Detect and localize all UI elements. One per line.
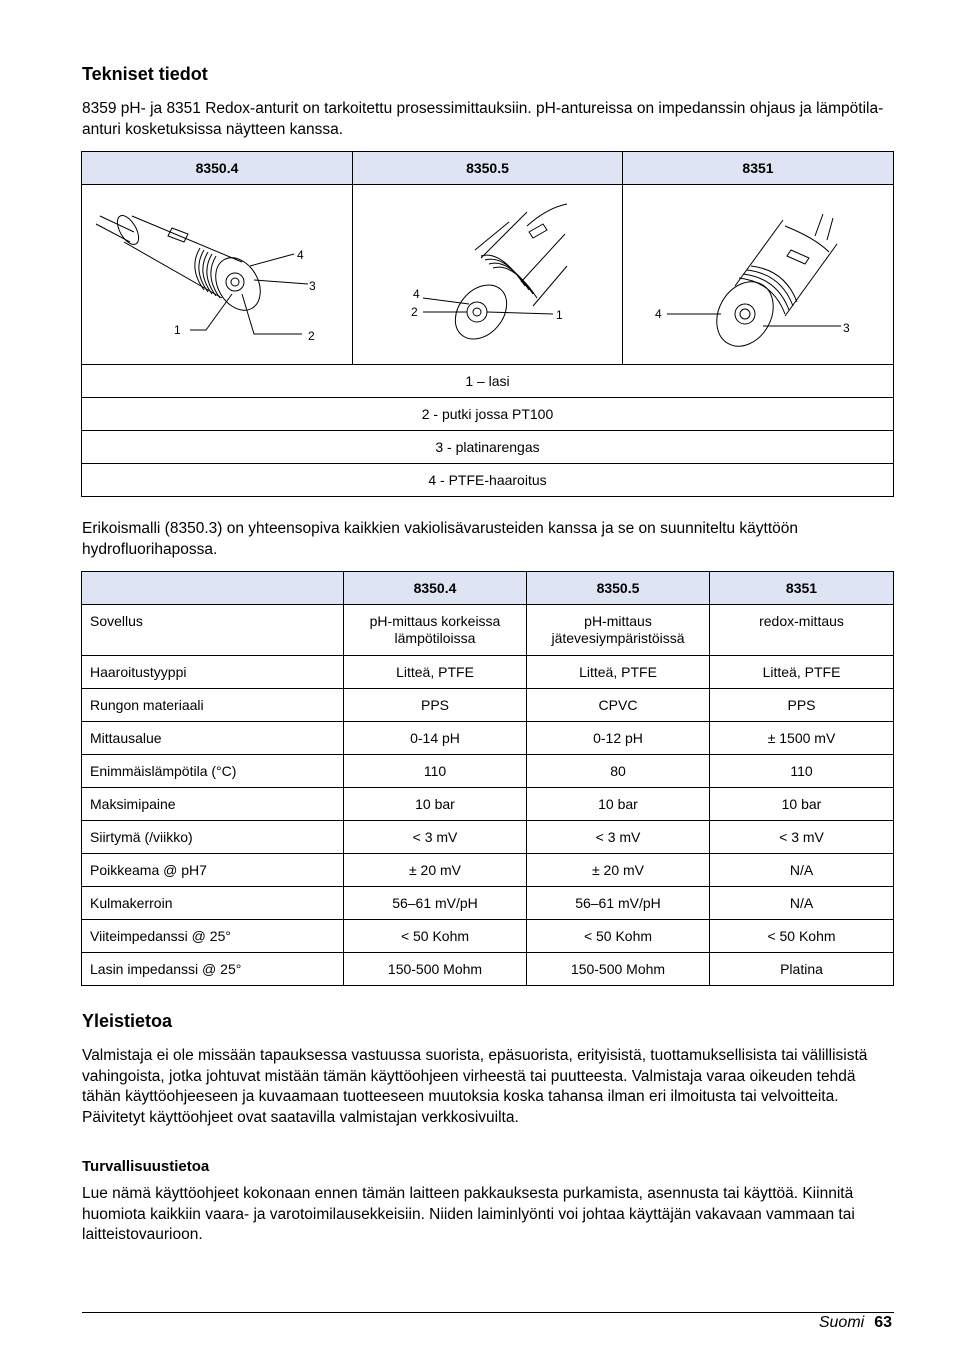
- diagram-header-row: [82, 152, 894, 185]
- spec-cell: Litteä, PTFE: [527, 656, 710, 689]
- spec-header-empty: [82, 572, 344, 605]
- spec-cell: 110: [710, 755, 894, 788]
- special-model-paragraph: Erikoismalli (8350.3) on yhteensopiva kaikkien vakiolisävarusteiden kanssa ja se on suunniteltu käyttöön hydrofluorihapossa.: [82, 520, 798, 558]
- page-footer: [819, 1314, 892, 1332]
- spec-table: [81, 571, 894, 986]
- spec-cell: 150-500 Mohm: [344, 953, 527, 986]
- spec-cell: 0-12 pH: [527, 722, 710, 755]
- spec-cell: N/A: [710, 887, 894, 920]
- spec-row-label: Rungon materiaali: [82, 689, 344, 722]
- spec-cell: 10 bar: [344, 788, 527, 821]
- callout-1: 1: [556, 307, 563, 322]
- callout-3: 3: [309, 278, 316, 293]
- spec-cell: PPS: [344, 689, 527, 722]
- diagram-header-8350-4: 8350.4: [82, 152, 353, 185]
- spec-row-label: Kulmakerroin: [82, 887, 344, 920]
- spec-row: [82, 755, 894, 788]
- legend-row: [82, 464, 894, 497]
- spec-row-label: Enimmäislämpötila (°C): [82, 755, 344, 788]
- spec-row: [82, 920, 894, 953]
- diagram-image-row: [82, 185, 894, 365]
- spec-cell: 0-14 pH: [344, 722, 527, 755]
- spec-cell: CPVC: [527, 689, 710, 722]
- spec-cell: < 3 mV: [710, 821, 894, 854]
- spec-cell: 56–61 mV/pH: [344, 887, 527, 920]
- spec-cell: Litteä, PTFE: [344, 656, 527, 689]
- spec-cell: pH-mittaus jätevesiympäristöissä: [527, 605, 710, 656]
- spec-row: [82, 887, 894, 920]
- section-title-safety: Turvallisuustietoa: [82, 1158, 210, 1175]
- spec-row: [82, 854, 894, 887]
- spec-cell: < 50 Kohm: [344, 920, 527, 953]
- spec-header-8351: 8351: [710, 572, 894, 605]
- spec-cell: 56–61 mV/pH: [527, 887, 710, 920]
- callout-4: 4: [413, 286, 420, 301]
- callout-2: 2: [411, 304, 418, 319]
- spec-cell: < 3 mV: [344, 821, 527, 854]
- section-title-general: Yleistietoa: [82, 1011, 173, 1031]
- spec-row-label: Maksimipaine: [82, 788, 344, 821]
- legend-item-2: 2 - putki jossa PT100: [82, 398, 894, 431]
- footer-divider: [82, 1312, 894, 1313]
- spec-cell: N/A: [710, 854, 894, 887]
- spec-row-label: Haaroitustyyppi: [82, 656, 344, 689]
- spec-cell: Litteä, PTFE: [710, 656, 894, 689]
- spec-row: [82, 821, 894, 854]
- spec-cell: ± 1500 mV: [710, 722, 894, 755]
- legend-row: [82, 398, 894, 431]
- spec-row: [82, 788, 894, 821]
- legend-row: [82, 431, 894, 464]
- safety-paragraph: Lue nämä käyttöohjeet kokonaan ennen tämän laitteen pakkauksesta purkamista, asennusta tai käyttöä. Kiinnitä huomiota kaikkiin vaara- ja varotoimilausekkeisiin. Niiden laiminlyönti voi johtaa käyttäjän vakavaan vammaan tai laitteistovaurioon.: [82, 1185, 855, 1243]
- callout-1: 1: [174, 322, 181, 337]
- diagram-cell-8351: [623, 185, 894, 365]
- diagram-header-8351: 8351: [623, 152, 894, 185]
- spec-cell: < 50 Kohm: [710, 920, 894, 953]
- spec-cell: 150-500 Mohm: [527, 953, 710, 986]
- section-title-tech: Tekniset tiedot: [82, 64, 208, 84]
- spec-row-label: Poikkeama @ pH7: [82, 854, 344, 887]
- general-paragraph: Valmistaja ei ole missään tapauksessa vastuussa suorista, epäsuorista, erityisistä, tuottamuksellisista tai välillisistä vahingoista, jotka johtuvat mistään tämän käyttöohjeen virheestä tai puutteesta. Valmistaja varaa oikeuden tehdä tähän käyttöohjeeseen ja kuvaamaan tuotteeseen muutoksia koska tahansa ilman eri ilmoitusta tai velvoitteita. Päivitetyt käyttöohjeet ovat saatavilla valmistajan verkkosivuilta.: [82, 1047, 868, 1126]
- callout-4: 4: [655, 306, 662, 321]
- spec-cell: 10 bar: [710, 788, 894, 821]
- diagram-cell-8350-5: [353, 185, 623, 365]
- spec-row: [82, 656, 894, 689]
- spec-cell: < 50 Kohm: [527, 920, 710, 953]
- spec-cell: < 3 mV: [527, 821, 710, 854]
- spec-row-label: Lasin impedanssi @ 25°: [82, 953, 344, 986]
- spec-cell: ± 20 mV: [344, 854, 527, 887]
- callout-3: 3: [843, 320, 850, 335]
- spec-cell: 10 bar: [527, 788, 710, 821]
- callout-2: 2: [308, 328, 315, 343]
- spec-cell: pH-mittaus korkeissa lämpötiloissa: [344, 605, 527, 656]
- spec-row: [82, 689, 894, 722]
- callout-4: 4: [297, 247, 304, 262]
- sensor-8350-4-drawing: [82, 186, 352, 364]
- spec-row-label: Viiteimpedanssi @ 25°: [82, 920, 344, 953]
- spec-row: [82, 605, 894, 656]
- sensor-8351-drawing: [623, 186, 893, 364]
- spec-row-label: Mittausalue: [82, 722, 344, 755]
- legend-item-1: 1 – lasi: [82, 365, 894, 398]
- spec-cell: redox-mittaus: [710, 605, 894, 656]
- page-number: 63: [874, 1314, 892, 1331]
- sensor-8350-5-drawing: [353, 186, 622, 364]
- spec-cell: Platina: [710, 953, 894, 986]
- legend-row: [82, 365, 894, 398]
- spec-cell: PPS: [710, 689, 894, 722]
- spec-row: [82, 722, 894, 755]
- spec-row-label: Siirtymä (/viikko): [82, 821, 344, 854]
- footer-language: Suomi: [818, 1314, 865, 1331]
- spec-cell: 80: [527, 755, 710, 788]
- legend-item-3: 3 - platinarengas: [82, 431, 894, 464]
- spec-cell: ± 20 mV: [527, 854, 710, 887]
- diagram-cell-8350-4: [82, 185, 353, 365]
- spec-cell: 110: [344, 755, 527, 788]
- tech-intro-paragraph: 8359 pH- ja 8351 Redox-anturit on tarkoitettu prosessimittauksiin. pH-antureissa on impedanssin ohjaus ja lämpötila-anturi kosketuksissa näytteen kanssa.: [82, 100, 884, 138]
- spec-header-8350-4: 8350.4: [344, 572, 527, 605]
- legend-item-4: 4 - PTFE-haaroitus: [82, 464, 894, 497]
- spec-header-8350-5: 8350.5: [527, 572, 710, 605]
- sensor-diagram-table: [81, 151, 894, 497]
- spec-row: [82, 953, 894, 986]
- spec-header-row: [82, 572, 894, 605]
- diagram-header-8350-5: 8350.5: [353, 152, 623, 185]
- spec-row-label: Sovellus: [82, 605, 344, 656]
